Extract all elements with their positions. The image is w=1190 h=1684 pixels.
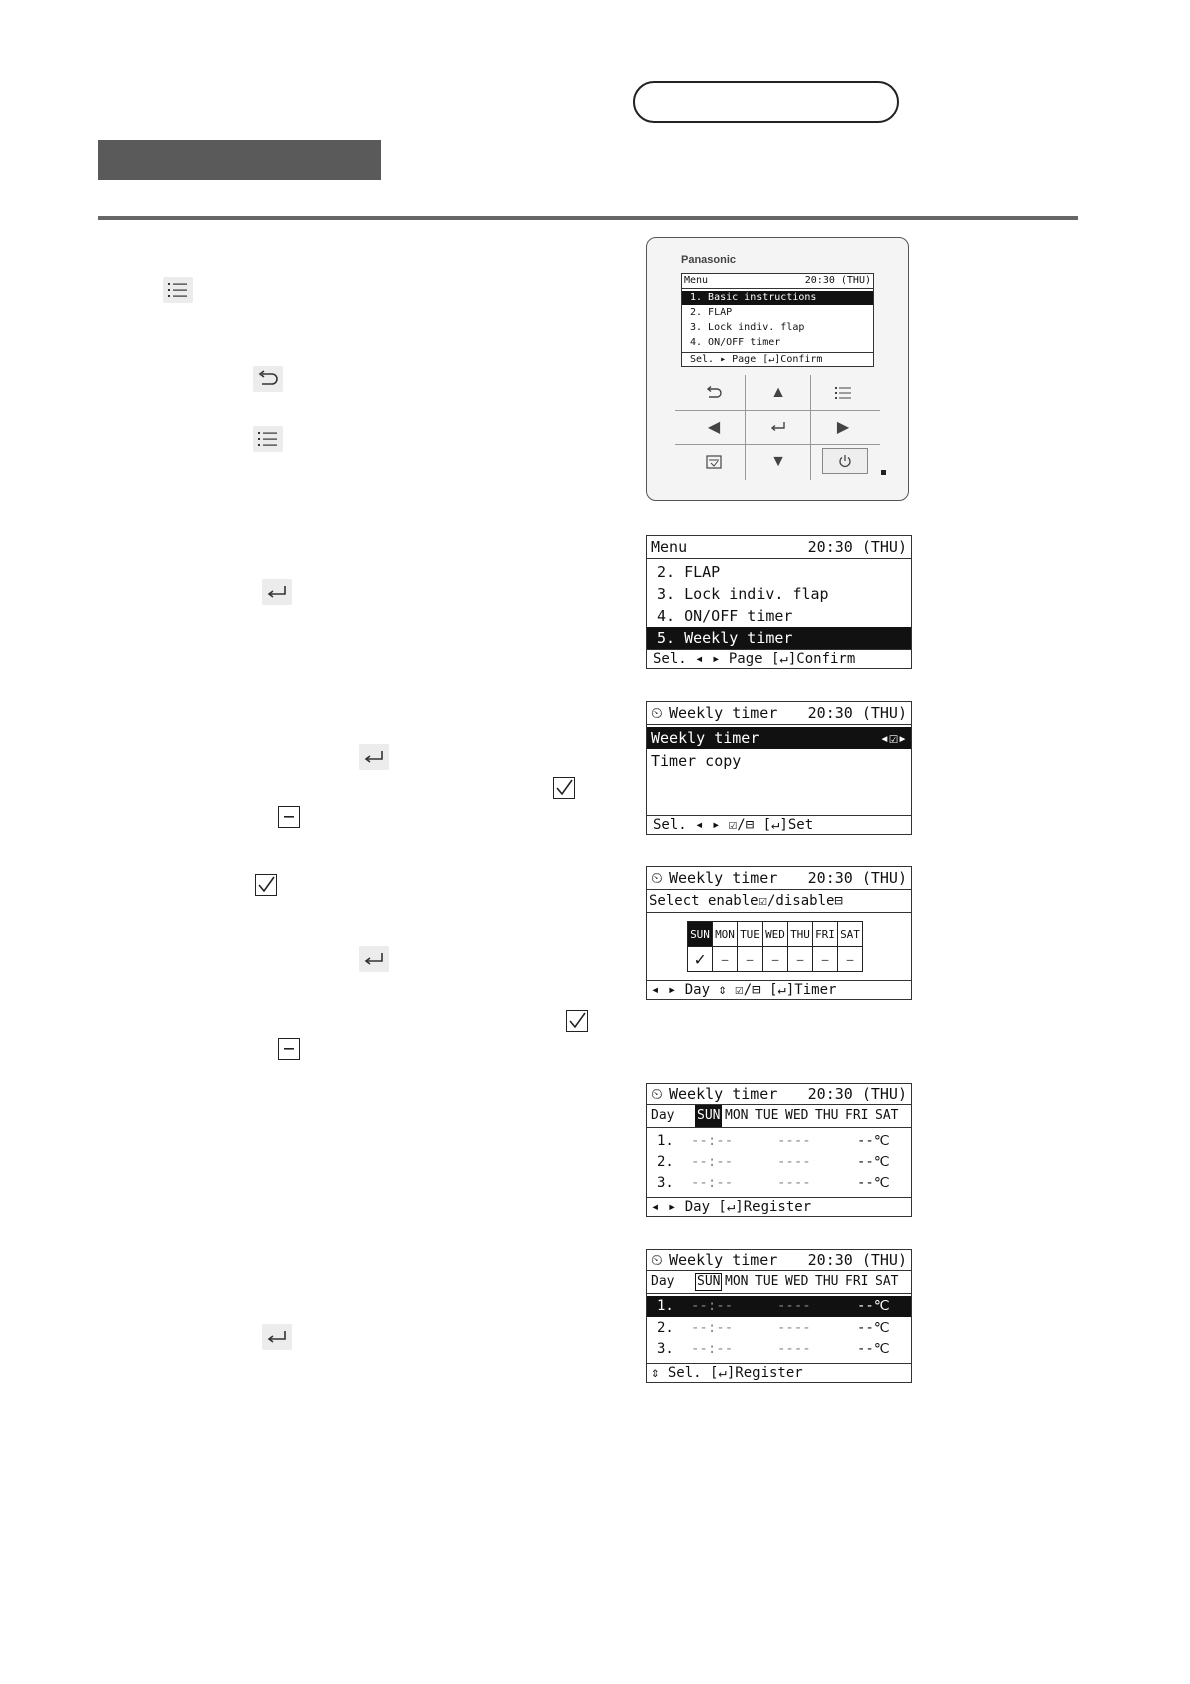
schedule-row[interactable]: 2. --:-- ---- --℃ xyxy=(657,1154,890,1170)
remote-menu-item: 1. Basic instructions xyxy=(682,291,873,305)
day-tab[interactable]: SAT xyxy=(875,1108,899,1123)
lcd-header: ⏲ Weekly timer 20:30 (THU) xyxy=(647,867,911,890)
indicator-led xyxy=(881,470,886,475)
timer-icon: ⏲ xyxy=(651,704,663,722)
day-tab[interactable]: FRI xyxy=(845,1108,869,1123)
day-tabs: Day SUN MON TUE WED THU FRI SAT xyxy=(647,1271,911,1294)
day-cell[interactable]: SUN xyxy=(688,922,713,947)
menu-key[interactable] xyxy=(812,377,874,409)
lcd-header: ⏲ Weekly timer 20:30 (THU) xyxy=(647,1084,911,1105)
enable-toggle[interactable]: ◂☑▸ xyxy=(879,729,907,747)
lcd-menu-screen xyxy=(646,535,912,669)
back-icon xyxy=(253,366,283,392)
check-enable-icon xyxy=(553,777,575,799)
header-pill xyxy=(633,81,899,123)
disable-icon xyxy=(278,1038,300,1060)
day-mark: — xyxy=(738,947,763,972)
disable-icon xyxy=(278,806,300,828)
menu-item-selected[interactable]: Weekly timer ◂☑▸ xyxy=(647,727,911,749)
day-mark: — xyxy=(813,947,838,972)
power-key[interactable] xyxy=(822,448,868,474)
day-tab[interactable]: MON xyxy=(725,1274,749,1289)
check-enable-icon xyxy=(566,1010,588,1032)
schedule-row[interactable]: 2. --:-- ---- --℃ xyxy=(657,1320,890,1336)
day-cell[interactable]: THU xyxy=(788,922,813,947)
enter-icon xyxy=(359,946,389,972)
day-cell[interactable]: FRI xyxy=(813,922,838,947)
lcd-footer: Sel. ◂ ▸ Page [↵]Confirm xyxy=(647,649,911,669)
menu-item[interactable]: 3. Lock indiv. flap xyxy=(657,585,829,603)
day-tab[interactable]: TUE xyxy=(755,1108,779,1123)
enter-key[interactable] xyxy=(747,411,809,443)
day-tab[interactable]: FRI xyxy=(845,1274,869,1289)
section-divider xyxy=(98,216,1078,220)
day-tab[interactable]: THU xyxy=(815,1274,839,1289)
timer-icon: ⏲ xyxy=(651,1251,663,1269)
lcd-footer: ⇕ Sel. [↵]Register xyxy=(647,1363,911,1383)
enter-icon xyxy=(262,579,292,605)
down-key[interactable]: ▼ xyxy=(770,453,786,470)
up-key[interactable]: ▲ xyxy=(770,384,786,401)
lcd-header: Menu 20:30 (THU) xyxy=(647,536,911,559)
day-tab[interactable]: THU xyxy=(815,1108,839,1123)
menu-item-selected[interactable]: 5. Weekly timer xyxy=(647,627,911,649)
day-tab[interactable]: WED xyxy=(785,1108,809,1123)
check-enable-icon xyxy=(255,874,277,896)
schedule-row[interactable]: 3. --:-- ---- --℃ xyxy=(657,1341,890,1357)
remote-controller xyxy=(646,237,909,501)
lcd-footer: ◂ ▸ Day ⇕ ☑/⊟ [↵]Timer xyxy=(647,980,911,1000)
section-title-bar xyxy=(98,140,381,180)
remote-menu-item: 4. ON/OFF timer xyxy=(690,337,781,348)
day-cell[interactable]: SAT xyxy=(838,922,863,947)
day-tab[interactable]: TUE xyxy=(755,1274,779,1289)
timer-icon: ⏲ xyxy=(651,1085,663,1103)
lcd-header: ⏲ Weekly timer 20:30 (THU) xyxy=(647,1250,911,1271)
timer-icon: ⏲ xyxy=(651,869,663,887)
day-tabs: Day SUN MON TUE WED THU FRI SAT xyxy=(647,1105,911,1128)
enter-icon xyxy=(359,744,389,770)
day-tab-selected[interactable]: SUN xyxy=(697,1274,721,1289)
lcd-weekly-timer-screen xyxy=(646,701,912,835)
day-mark: — xyxy=(763,947,788,972)
day-cell[interactable]: WED xyxy=(763,922,788,947)
right-key[interactable]: ▶ xyxy=(836,419,850,436)
schedule-row[interactable]: 1. --:-- ---- --℃ xyxy=(657,1133,890,1149)
lcd-day-select-screen xyxy=(646,866,912,1000)
remote-screen-header: Menu 20:30 (THU) xyxy=(682,274,873,289)
menu-item[interactable]: Timer copy xyxy=(651,752,742,770)
remote-screen xyxy=(681,273,874,367)
menu-item[interactable]: 4. ON/OFF timer xyxy=(657,607,793,625)
brand-logo: Panasonic xyxy=(681,254,737,266)
remote-menu-item: 2. FLAP xyxy=(690,307,733,318)
menu-icon xyxy=(253,426,283,452)
lcd-prompt: Select enable☑/disable⊟ xyxy=(647,890,911,913)
day-cell[interactable]: MON xyxy=(713,922,738,947)
menu-icon xyxy=(163,277,193,303)
lcd-footer: Sel. ◂ ▸ ☑/⊟ [↵]Set xyxy=(647,815,911,835)
menu-item[interactable]: 2. FLAP xyxy=(657,563,721,581)
day-tab[interactable]: SAT xyxy=(875,1274,899,1289)
lcd-day-schedule-select-screen xyxy=(646,1249,912,1383)
day-mark: ✓ xyxy=(688,947,713,972)
timer-key[interactable] xyxy=(683,446,745,478)
enter-icon xyxy=(262,1324,292,1350)
lcd-header: ⏲ Weekly timer 20:30 (THU) xyxy=(647,702,911,725)
day-tab[interactable]: MON xyxy=(725,1108,749,1123)
day-grid xyxy=(687,921,863,972)
day-mark: — xyxy=(838,947,863,972)
remote-screen-footer: Sel. ▸ Page [↵]Confirm xyxy=(682,352,873,367)
lcd-footer: ◂ ▸ Day [↵]Register xyxy=(647,1197,911,1217)
schedule-row-selected[interactable]: 1. --:-- ---- --℃ xyxy=(647,1296,911,1317)
day-mark: — xyxy=(713,947,738,972)
day-cell[interactable]: TUE xyxy=(738,922,763,947)
lcd-day-schedule-screen xyxy=(646,1083,912,1217)
day-tab[interactable]: WED xyxy=(785,1274,809,1289)
day-tab-selected[interactable]: SUN xyxy=(695,1105,722,1127)
day-mark: — xyxy=(788,947,813,972)
left-key[interactable]: ◀ xyxy=(707,419,721,436)
schedule-row[interactable]: 3. --:-- ---- --℃ xyxy=(657,1175,890,1191)
back-key[interactable] xyxy=(683,377,745,409)
remote-menu-item: 3. Lock indiv. flap xyxy=(690,322,805,333)
